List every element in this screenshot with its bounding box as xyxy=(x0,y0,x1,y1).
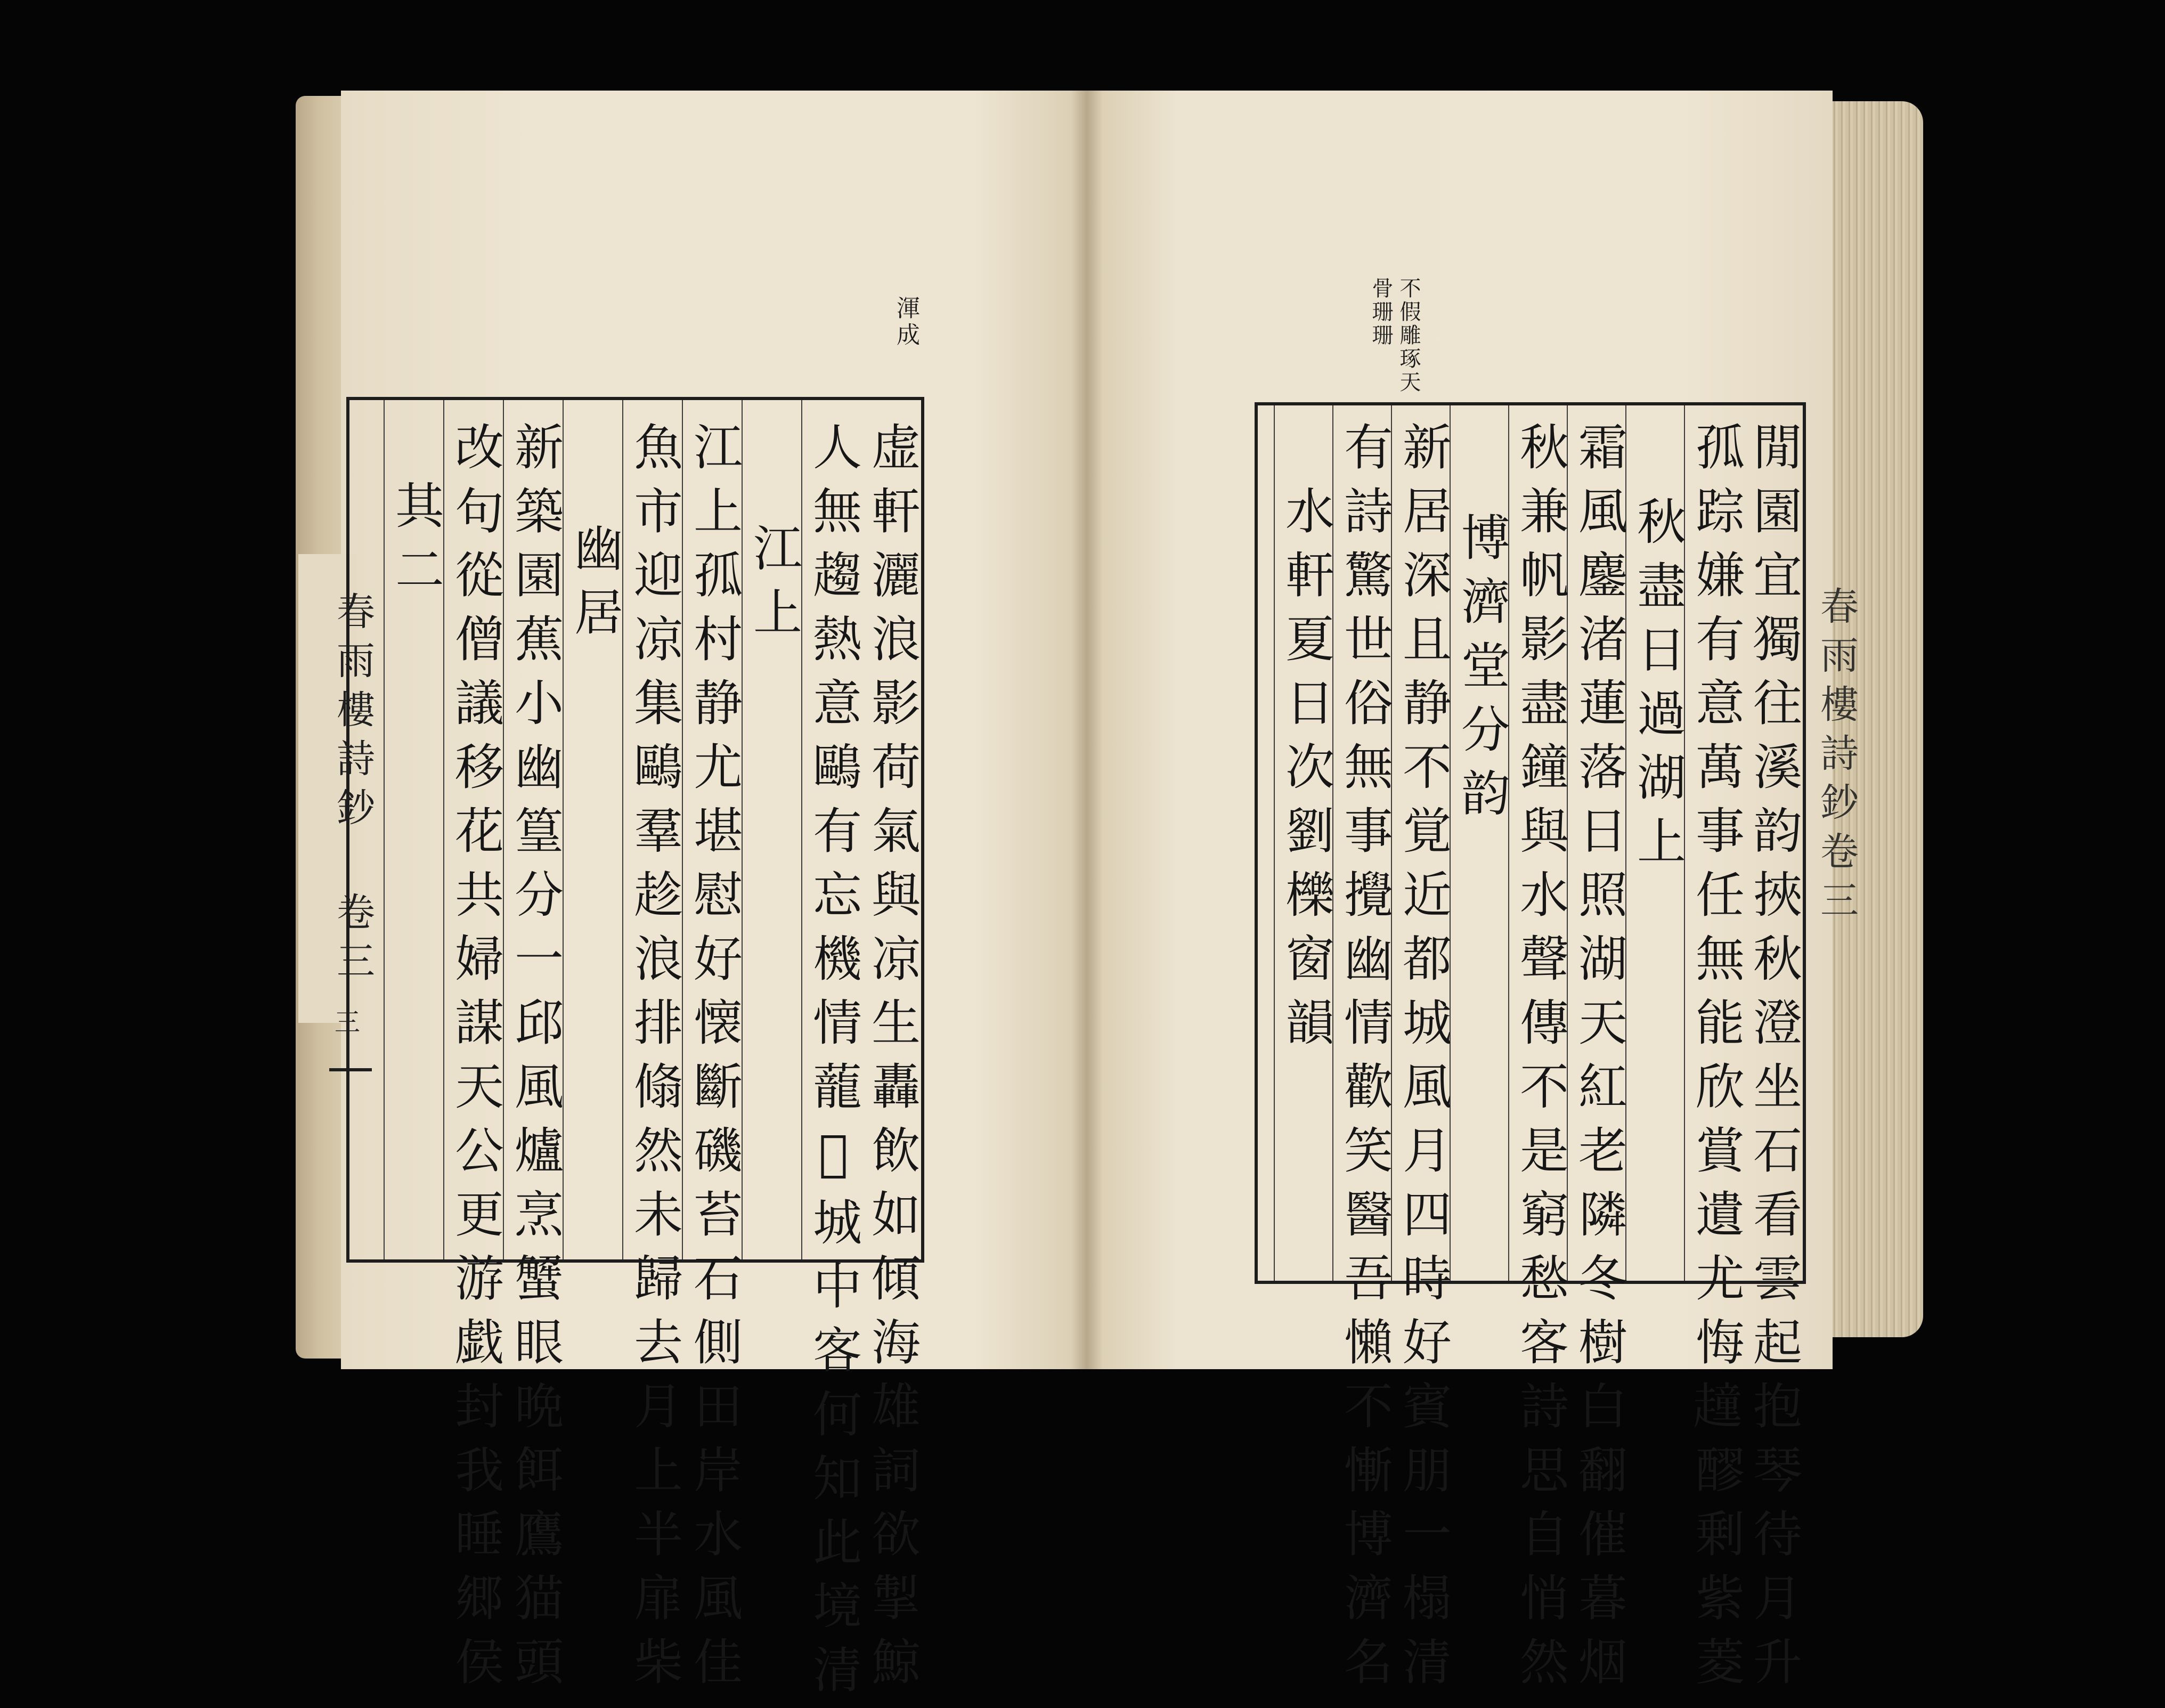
right-column-3: 秋盡日過湖上 xyxy=(1625,405,1685,1281)
right-column-8: 有詩驚世俗無事攪幽情歡笑醫吾懶不慚博濟名 xyxy=(1332,405,1392,1281)
right-page-header-title: 春雨樓詩鈔卷三 xyxy=(1814,586,1859,929)
left-column-1: 虚軒灑浪影荷氣與凉生轟飲如傾海雄詞欲掣鯨 xyxy=(864,421,921,1700)
left-column-3: 江上 xyxy=(742,400,801,1259)
left-column-9: 其二 xyxy=(384,400,443,1259)
right-column-2: 孤踪嫌有意萬事任無能欣賞遺尤悔𧽿醪剰紫菱 xyxy=(1684,405,1744,1281)
left-column-5: 魚市迎凉集鷗羣趁浪排翛然未歸去月上半扉柴 xyxy=(622,400,682,1259)
right-text-frame xyxy=(1255,402,1806,1700)
right-column-4: 霜風鏖渚蓮落日照湖天紅老隣冬樹白翻催暮烟 xyxy=(1567,405,1626,1281)
left-page-number: 三 xyxy=(335,1007,361,1037)
right-column-7: 新居深且静不覚近都城風月四時好賓朋一榻清 xyxy=(1391,405,1451,1281)
left-text-frame xyxy=(346,397,924,1708)
book-gutter xyxy=(1071,91,1103,1369)
left-column-7: 新築園蕉小幽篁分一邱風爐烹蟹眼晩餌鷹猫頭 xyxy=(503,400,563,1259)
left-column-4: 江上孤村静尤堪慰好懐斷磯苔石側田岸水風佳 xyxy=(682,400,742,1259)
right-column-5: 秋兼帆影盡鐘與水聲傳不是窮愁客詩思自悄然 xyxy=(1508,405,1568,1281)
left-column-2: 人無趨熱意鷗有忘機情蘢𧁷城中客何知此境清 xyxy=(801,400,861,1259)
right-column-6: 博濟堂分韵 xyxy=(1450,405,1509,1281)
left-column-8: 改句從僧議移花共婦謀天公更游戯封我睡郷侯 xyxy=(443,400,503,1259)
left-column-6: 幽居 xyxy=(563,400,622,1259)
left-page-header-title: 春雨樓詩鈔 卷三 xyxy=(330,591,375,990)
right-page-margin-note: 不假雕琢天骨珊珊 xyxy=(1369,277,1421,394)
right-column-1: 閒園宜獨往溪韵挾秋澄坐石看雲起抱琴待月升 xyxy=(1745,421,1802,1700)
left-page-margin-note: 渾成 xyxy=(892,296,919,349)
right-column-9: 水軒夏日次劉櫟窗韻 xyxy=(1274,405,1333,1281)
